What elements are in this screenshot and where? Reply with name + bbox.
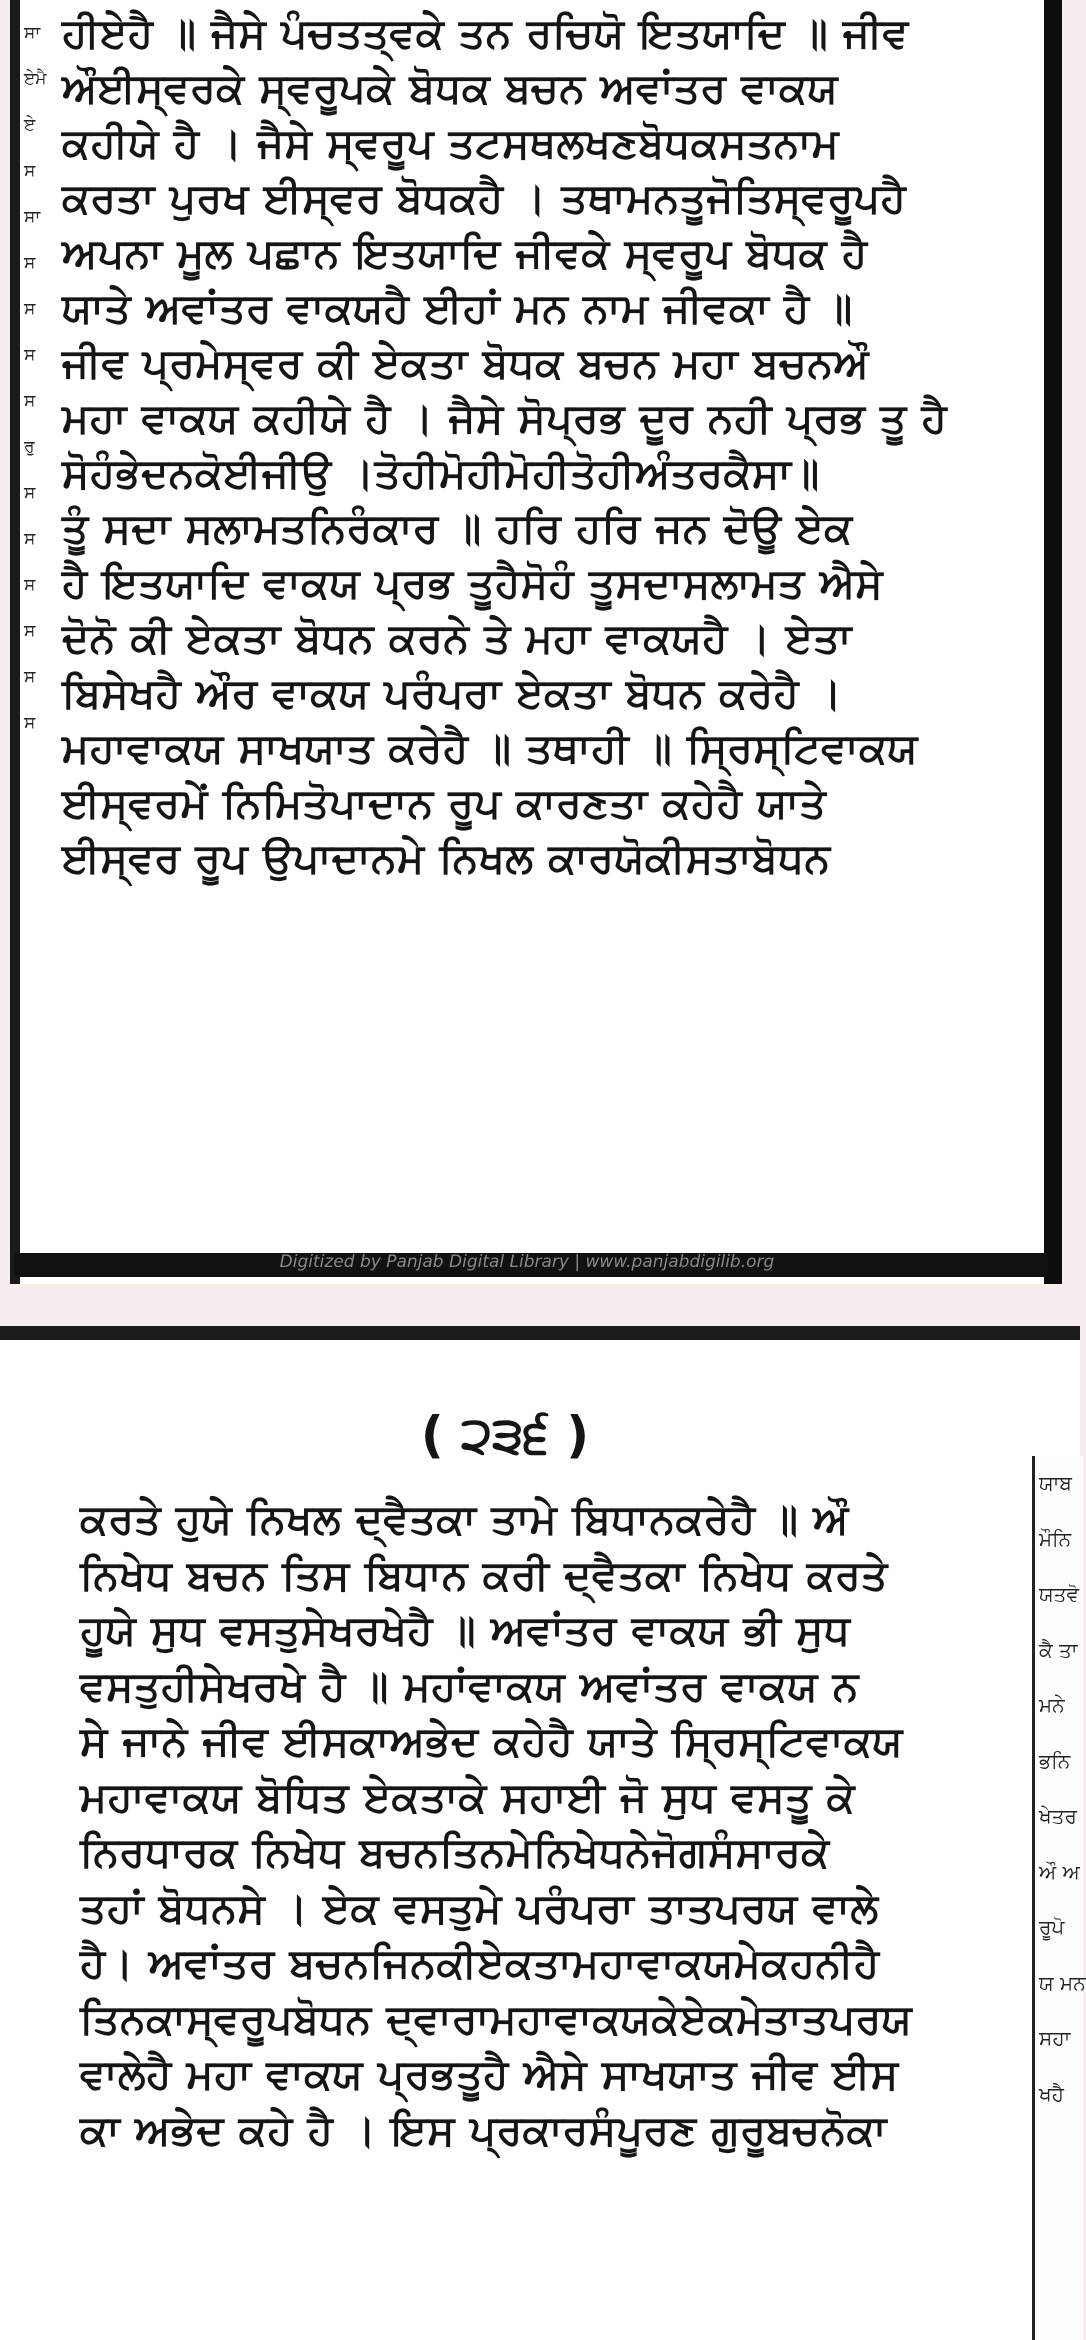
- page-text-block: [80, 1492, 1000, 2158]
- page-top-edge: [0, 1326, 1080, 1340]
- margin-bleed-fragment: ਸ: [24, 667, 36, 687]
- bleed-text-fragment: ਭਨਿ: [1039, 1748, 1071, 1773]
- text-line: ਜੀਵ ਪ੍ਰਮੇਸ੍ਵਰ ਕੀ ਏਕਤਾ ਬੋਧਕ ਬਚਨ ਮਹਾ ਬਚਨਔ: [62, 339, 870, 387]
- margin-bleed-fragment: ਏਮੈ: [24, 69, 47, 89]
- text-line: ਅਪਨਾ ਮੂਲ ਪਛਾਨ ਇਤਯਾਦਿ ਜੀਵਕੇ ਸ੍ਵਰੂਪ ਬੋਧਕ ਹੈ: [62, 229, 868, 277]
- margin-bleed-fragment: ਸ: [24, 299, 36, 319]
- bleed-text-fragment: ਖਹੈ: [1039, 2081, 1064, 2106]
- text-line: ਮਹਾ ਵਾਕਯ ਕਹੀਯੇ ਹੈ । ਜੈਸੇ ਸੋਪ੍ਰਭ ਦੂਰ ਨਹੀ ਪ੍ਰਭ ਤੂ ਹੈ: [62, 394, 948, 442]
- bleed-text-fragment: ਰੂਪੋ: [1039, 1915, 1065, 1939]
- digitization-watermark: Digitized by Panjab Digital Library | www.panjabdigilib.org: [279, 1252, 775, 1272]
- text-line: ਵਸਤੁਹੀਸੇਖਰਖੇ ਹੈ ॥ ਮਹਾਂਵਾਕਯ ਅਵਾਂਤਰ ਵਾਕਯ ਨ: [80, 1661, 859, 1710]
- text-line: ਹੂਯੇ ਸੁਧ ਵਸਤੁਸੇਖਰਖੇਹੈ ॥ ਅਵਾਂਤਰ ਵਾਕਯ ਭੀ ਸੁਧ: [80, 1606, 851, 1654]
- bleed-text-fragment: ਯ ਮਨ: [1039, 1970, 1086, 1995]
- text-line: ਕਰਤਾ ਪੁਰਖ ਈਸ੍ਵਰ ਬੋਧਕਹੈ । ਤਥਾਮਨਤੂਜੋਤਿਸ੍ਵਰੂਪਹੈ: [62, 174, 907, 222]
- bleed-text-fragment: ਕੈ ਤਾ: [1039, 1637, 1078, 1662]
- margin-bleed-fragment: ਸ: [24, 529, 36, 549]
- margin-bleed-fragment: ਸਾ: [24, 23, 41, 43]
- text-line: ਯਾਤੇ ਅਵਾਂਤਰ ਵਾਕਯਹੈ ਈਹਾਂ ਮਨ ਨਾਮ ਜੀਵਕਾ ਹੈ ॥: [62, 284, 853, 332]
- margin-bleed-fragment: ਸਾ: [24, 207, 41, 227]
- margin-bleed-fragment: ਸ: [24, 391, 36, 411]
- text-line: ਤਿਨਕਾਸ੍ਵਰੂਪਬੋਧਨ ਦ੍ਵਾਰਾਮਹਾਵਾਕਯਕੇਏਕਮੇਤਾਤਪਰਯ: [80, 1994, 913, 2043]
- text-line: ਔਈਸ੍ਵਰਕੇ ਸ੍ਵਰੂਪਕੇ ਬੋਧਕ ਬਚਨ ਅਵਾਂਤਰ ਵਾਕਯ: [62, 64, 839, 112]
- bleed-text-fragment: ਯਾਬ: [1039, 1471, 1072, 1495]
- text-line: ਕਹੀਯੇ ਹੈ । ਜੈਸੇ ਸ੍ਵਰੂਪ ਤਟਸਥਲਖਣਬੋਧਕਸਤਨਾਮ: [62, 119, 840, 167]
- text-line: ਮਹਾਵਾਕਯ ਬੋਧਿਤ ਏਕਤਾਕੇ ਸਹਾਈ ਜੋ ਸੁਧ ਵਸਤੂ ਕੇ: [80, 1772, 856, 1821]
- adjacent-page-bleed: [1032, 1456, 1086, 2340]
- text-line: ਦੋਨੋ ਕੀ ਏਕਤਾ ਬੋਧਨ ਕਰਨੇ ਤੇ ਮਹਾ ਵਾਕਯਹੈ । ਏਤਾ: [62, 614, 852, 662]
- text-line: ਨਿਖੇਧ ਬਚਨ ਤਿਸ ਬਿਧਾਨ ਕਰੀ ਦ੍ਵੈਤਕਾ ਨਿਖੇਧ ਕਰਤੇ: [80, 1550, 888, 1599]
- text-line: ਨਿਰਧਾਰਕ ਨਿਖੇਧ ਬਚਨਤਿਨਮੇਨਿਖੇਧਨੇਜੋਗਸੰਸਾਰਕੇ: [80, 1828, 830, 1876]
- text-line: ਤਹਾਂ ਬੋਧਨਸੇ । ਏਕ ਵਸਤੁਮੇ ਪਰੰਪਰਾ ਤਾਤਪਰਯ ਵਾਲੇ: [80, 1883, 879, 1932]
- margin-bleed-fragment: ਸ: [24, 345, 36, 365]
- page-text-block: [62, 6, 962, 886]
- text-line: ਈਸ੍ਵਰ ਰੂਪ ਉਪਾਦਾਨਮੇ ਨਿਖਲ ਕਾਰਯੋਕੀਸਤਾਬੋਧਨ: [62, 834, 831, 882]
- bleed-text-fragment: ਖੇਤਰ: [1039, 1804, 1077, 1828]
- text-line: ਵਾਲੇਹੈ ਮਹਾ ਵਾਕਯ ਪ੍ਰਭਤੂਹੈ ਐਸੇ ਸਾਖਯਾਤ ਜੀਵ ਈਸ: [80, 2050, 899, 2098]
- text-line: ਕਰਤੇ ਹੁਯੇ ਨਿਖਲ ਦ੍ਵੈਤਕਾ ਤਾਮੇ ਬਿਧਾਨਕਰੇਹੈ ॥ ਔ: [80, 1495, 849, 1543]
- page-number: ( ੨੩੬ ): [420, 1406, 590, 1464]
- page-binding-edge: [10, 0, 20, 1284]
- margin-bleed-fragment: ਏ: [24, 115, 36, 135]
- text-line: ਕਾ ਅਭੇਦ ਕਹੇ ਹੈ । ਇਸ ਪ੍ਰਕਾਰਸੰਪੂਰਣ ਗੁਰੂਬਚਨੋਕਾ: [80, 2105, 887, 2154]
- text-line: ਹੈ ਇਤਯਾਦਿ ਵਾਕਯ ਪ੍ਰਭ ਤੂਹੈਸੋਹੰ ਤੂਸਦਾਸਲਾਮਤ ਐਸੇ: [62, 559, 884, 607]
- text-line: ਹੈ। ਅਵਾਂਤਰ ਬਚਨਜਿਨਕੀਏਕਤਾਮਹਾਵਾਕਯਮੇਕਹਨੀਹੈ: [80, 1939, 880, 1987]
- text-line: ਈਸ੍ਵਰਮੇਂ ਨਿਮਿਤੋਪਾਦਾਨ ਰੂਪ ਕਾਰਣਤਾ ਕਹੇਹੈ ਯਾਤੇ: [62, 779, 827, 827]
- margin-bleed-fragment: ਰੁ: [24, 437, 35, 457]
- bleed-text-fragment: ਸਹਾ: [1039, 2026, 1071, 2050]
- text-line: ਸੋਹੰਭੇਦਨਕੋਈਜੀਉ ।ਤੋਹੀਮੋਹੀਮੋਹੀਤੋਹੀਅੰਤਰਕੈਸਾ॥: [62, 449, 820, 497]
- text-line: ਹੀਏਹੈ ॥ ਜੈਸੇ ਪੰਚਤਤ੍ਵਕੇ ਤਨ ਰਚਿਯੋ ਇਤਯਾਦਿ ॥ ਜੀਵ: [62, 9, 909, 57]
- text-line: ਮਹਾਵਾਕਯ ਸਾਖਯਾਤ ਕਰੇਹੈ ॥ ਤਥਾਹੀ ॥ ਸ੍ਰਿਸ੍ਟਿਵਾਕਯ: [62, 724, 919, 772]
- text-line: ਤੂੰ ਸਦਾ ਸਲਾਮਤਨਿਰੰਕਾਰ ॥ ਹਰਿ ਹਰਿ ਜਨ ਦੋਊ ਏਕ: [62, 504, 853, 552]
- scanned-page-bottom: [0, 1326, 1086, 2340]
- left-margin-bleed-text: [24, 10, 48, 746]
- margin-bleed-fragment: ਸ: [24, 713, 36, 733]
- page-separator: [0, 1284, 1080, 1326]
- margin-bleed-fragment: ਸ: [24, 575, 36, 595]
- margin-bleed-fragment: ਸ: [24, 161, 36, 181]
- text-line: ਸੇ ਜਾਨੇ ਜੀਵ ਈਸਕਾਅਭੇਦ ਕਹੇਹੈ ਯਾਤੇ ਸ੍ਰਿਸ੍ਟਿਵਾਕਯ: [80, 1717, 903, 1765]
- margin-bleed-fragment: ਸ: [24, 253, 36, 273]
- bleed-text-fragment: ਯਤਵੋ: [1039, 1582, 1079, 1606]
- margin-bleed-fragment: ਸ: [24, 483, 36, 503]
- margin-bleed-fragment: ਸ: [24, 621, 36, 641]
- scanned-page-top: [10, 0, 1062, 1284]
- text-line: ਬਿਸੇਖਹੈ ਔਰ ਵਾਕਯ ਪਰੰਪਰਾ ਏਕਤਾ ਬੋਧਨ ਕਰੇਹੈ ।: [62, 669, 843, 717]
- bleed-text-fragment: ਮਨੇ: [1039, 1693, 1065, 1717]
- bleed-text-fragment: ਮੌਨਿ: [1039, 1526, 1072, 1551]
- bleed-text-fragment: ਔ ਅ: [1039, 1859, 1080, 1884]
